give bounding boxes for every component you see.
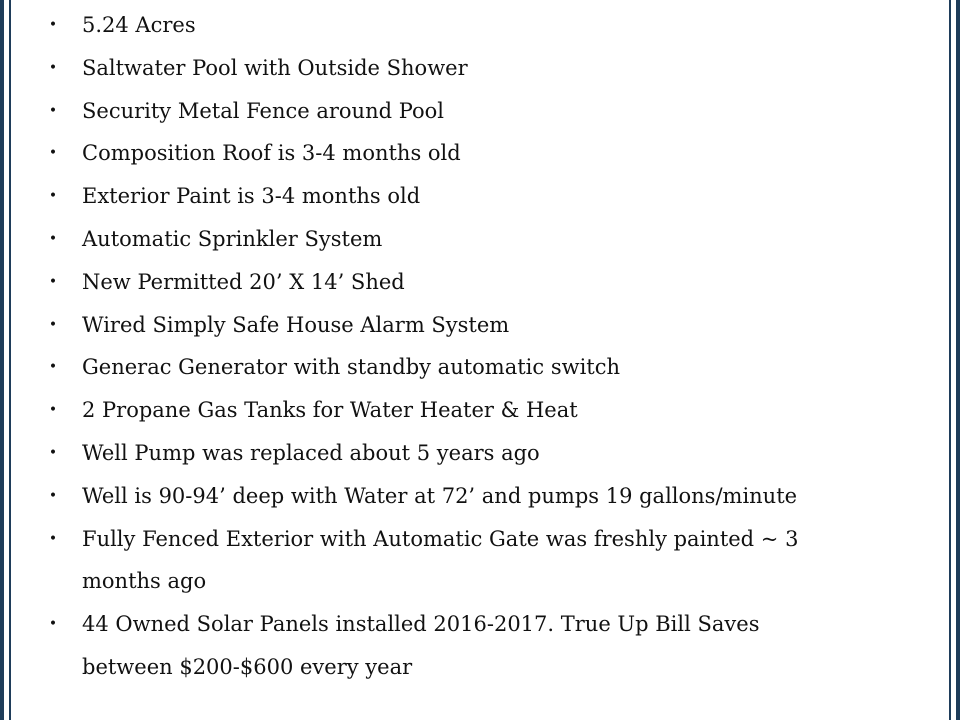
- list-item: [0, 346, 960, 389]
- list-item: [0, 175, 960, 218]
- list-item-text: Fully Fenced Exterior with Automatic Gate was freshly painted ~ 3 months ago: [82, 526, 799, 594]
- list-item-text: Saltwater Pool with Outside Shower: [82, 55, 468, 80]
- list-item-text: Security Metal Fence around Pool: [82, 98, 445, 123]
- list-item-text: Wired Simply Safe House Alarm System: [82, 312, 510, 337]
- list-item-text: Exterior Paint is 3-4 months old: [82, 184, 421, 209]
- list-item: [0, 218, 960, 261]
- bullet-icon: •: [48, 487, 58, 504]
- list-item: [0, 603, 960, 689]
- list-item: [0, 389, 960, 432]
- feature-list: [0, 4, 960, 689]
- list-item-text: New Permitted 20’ X 14’ Shed: [82, 269, 405, 294]
- bullet-icon: •: [48, 230, 58, 247]
- list-item-text: 44 Owned Solar Panels installed 2016-2017. True Up Bill Saves between $200-$600 every year: [82, 612, 760, 679]
- list-item-text: 5.24 Acres: [82, 13, 196, 37]
- list-item-text: Well Pump was replaced about 5 years ago: [82, 440, 540, 465]
- bullet-icon: •: [48, 616, 58, 633]
- bullet-icon: •: [48, 273, 58, 290]
- bullet-icon: •: [48, 17, 58, 33]
- list-item-text: Automatic Sprinkler System: [82, 226, 383, 251]
- bullet-icon: •: [48, 316, 58, 333]
- bullet-icon: •: [48, 359, 58, 376]
- list-item: [0, 304, 960, 347]
- list-item-text: Well is 90-94’ deep with Water at 72’ and pumps 19 gallons/minute: [82, 483, 798, 508]
- bullet-icon: •: [48, 102, 58, 119]
- list-item-text: 2 Propane Gas Tanks for Water Heater & Heat: [82, 398, 578, 423]
- bullet-icon: •: [48, 402, 58, 419]
- list-item: [0, 432, 960, 475]
- list-item: [0, 261, 960, 304]
- list-item: [0, 4, 960, 47]
- bullet-icon: •: [48, 530, 58, 547]
- list-item: [0, 475, 960, 518]
- list-item: [0, 47, 960, 90]
- bullet-icon: •: [48, 59, 58, 76]
- bullet-icon: •: [48, 444, 58, 461]
- list-item: [0, 90, 960, 133]
- list-item-text: Composition Roof is 3-4 months old: [82, 141, 461, 166]
- list-item: [0, 518, 960, 604]
- list-item-text: Generac Generator with standby automatic switch: [82, 355, 621, 380]
- list-item: [0, 132, 960, 175]
- bullet-icon: •: [48, 145, 58, 162]
- bullet-icon: •: [48, 188, 58, 205]
